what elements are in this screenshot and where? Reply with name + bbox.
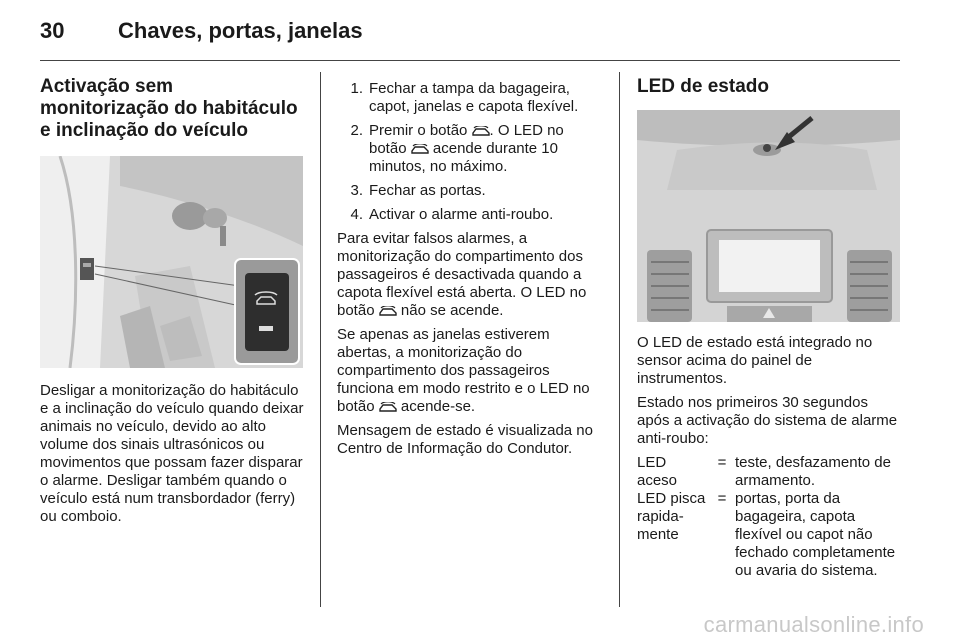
step-text: Activar o alarme anti-roubo. — [369, 206, 554, 223]
table-row — [637, 454, 902, 490]
steps-list — [337, 80, 605, 224]
step-text: Fechar a tampa da bagageira, capot, janelas e capota flexível. — [369, 80, 579, 115]
led-meaning: portas, porta da bagageira, capota flexível ou capot não fechado completamente ou avaria do sistema. — [735, 490, 896, 579]
table-row — [637, 490, 902, 580]
equals-sign: = — [717, 454, 727, 471]
paragraph-part: acende-se. — [396, 398, 476, 415]
step-text-part: acende durante 10 minutos, no máximo. — [369, 140, 558, 175]
step-text-part: Premir o botão — [369, 122, 472, 139]
led-meaning: teste, desfazamento de armamento. — [735, 454, 891, 489]
section-heading: Activação sem monitorização do habitáculo e inclinação do veículo — [40, 76, 298, 141]
list-item — [337, 80, 605, 116]
section-heading: LED de estado — [637, 76, 769, 97]
list-item — [337, 206, 605, 224]
column-divider — [619, 72, 620, 607]
step-number: 2. — [350, 122, 363, 139]
step-text-part: . O LED no botão — [369, 122, 564, 157]
step-text: Fechar as portas. — [369, 182, 486, 199]
column-1 — [40, 72, 305, 532]
column-2 — [337, 72, 605, 464]
page-header-title: Chaves, portas, janelas — [118, 18, 363, 43]
led-status-table — [637, 454, 902, 580]
dashboard-led-illustration — [637, 110, 900, 322]
car-alarm-icon — [411, 144, 429, 154]
paragraph: Estado nos primeiros 30 segundos após a activação do sistema de alarme anti-roubo: — [637, 394, 898, 447]
dashboard-button-illustration — [40, 156, 303, 368]
step-text — [369, 122, 605, 176]
paragraph — [337, 326, 605, 416]
paragraph-part: Para evitar falsos alarmes, a monitorização do compartimento dos passageiros é desactivada quando a capota flexível está aberta. O LED no botão — [337, 230, 587, 319]
car-alarm-icon — [472, 126, 490, 136]
column-3 — [637, 72, 902, 580]
car-alarm-icon — [379, 306, 397, 316]
step-number: 4. — [350, 206, 363, 223]
step-number: 3. — [350, 182, 363, 199]
page-number: 30 — [40, 18, 65, 43]
step-number: 1. — [350, 80, 363, 97]
equals-sign: = — [717, 490, 727, 507]
column-divider — [320, 72, 321, 607]
paragraph: Mensagem de estado é visualizada no Centro de Informação do Condutor. — [337, 422, 593, 457]
list-item — [337, 122, 605, 176]
header-rule — [40, 60, 900, 61]
list-item — [337, 182, 605, 200]
car-alarm-icon — [379, 402, 397, 412]
paragraph-part: Se apenas as janelas estiverem abertas, a monitorização do compartimento dos passageiros funciona em modo restrito e o LED no botão — [337, 326, 590, 415]
paragraph — [337, 230, 605, 320]
paragraph-part: não se acende. — [396, 302, 504, 319]
paragraph: O LED de estado está integrado no sensor acima do painel de instrumentos. — [637, 334, 873, 387]
led-state: LED pisca rapida- mente — [637, 490, 706, 543]
paragraph: Desligar a monitorização do habitáculo e a inclinação do veículo quando deixar animais no veículo, devido ao alto volume dos sinais ultrasónicos ou movimentos que possam fazer disparar o alarme. Desligar também quando o veículo está num transbordador (ferry) ou comboio. — [40, 382, 304, 525]
led-state: LED aceso — [637, 454, 678, 489]
watermark: carmanualsonline.info — [703, 612, 924, 637]
